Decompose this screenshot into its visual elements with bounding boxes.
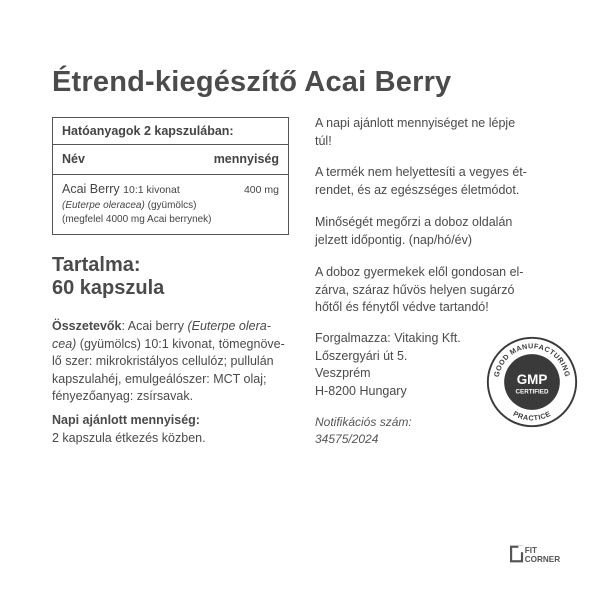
ingredients-text: kapszulahéj, emulgeálószer: MCT olaj;	[52, 371, 267, 386]
ingredient-name	[62, 182, 180, 196]
ingredient-extract: 10:1 kivonat	[123, 184, 180, 196]
warning-dosage	[315, 115, 555, 150]
ingredient-name-text: Acai Berry	[62, 182, 120, 196]
ingredient-part: (gyümölcs)	[147, 200, 197, 211]
table-header: Hatóanyagok 2 kapszulában:	[62, 124, 234, 138]
notification-number	[315, 414, 412, 448]
distributor-line: Forgalmazza: Vitaking Kft.	[315, 331, 461, 345]
ingredient-latin-line	[62, 200, 197, 211]
ingredients-label: Összetevők	[52, 319, 122, 333]
ingredients-paragraph	[52, 318, 297, 406]
warning-line: túl!	[315, 133, 332, 148]
active-ingredients-table	[52, 117, 289, 235]
warning-line: jelzett időpontig. (nap/hó/év)	[315, 232, 473, 247]
ingredient-quantity: 400 mg	[243, 184, 279, 196]
ingredients-text: fényezőanyag: zsírsavak.	[52, 389, 194, 403]
ingredients-latin: (Euterpe olera-	[187, 319, 271, 333]
distributor-line: H-8200 Hungary	[315, 383, 407, 398]
fit-corner-logo-icon	[507, 544, 577, 564]
warning-diet	[315, 164, 555, 199]
logo-text-top: FIT	[524, 546, 537, 556]
warning-line: Minőségét megőrzi a doboz oldalán	[315, 215, 513, 229]
column-quantity-header: mennyiség	[213, 152, 279, 166]
notification-label: Notifikációs szám:	[315, 415, 412, 429]
table-divider	[53, 174, 288, 175]
content-value: 60 kapszula	[52, 277, 165, 299]
dosage-text: 2 kapszula étkezés közben.	[52, 430, 206, 445]
product-title: Étrend-kiegészítő Acai Berry	[52, 66, 452, 98]
dosage-label: Napi ajánlott mennyiség:	[52, 413, 200, 427]
distributor-line: Lőszergyári út 5.	[315, 348, 408, 363]
notification-value: 34575/2024	[315, 432, 379, 446]
distributor-line: Veszprém	[315, 366, 371, 380]
table-divider	[53, 144, 288, 145]
content-label: Tartalma:	[52, 254, 141, 276]
warning-children	[315, 264, 555, 317]
gmp-certified-text: CERTIFIED	[515, 388, 549, 396]
logo-text-bottom: CORNER	[524, 555, 561, 564]
warning-line: A termék nem helyettesíti a vegyes ét-	[315, 165, 527, 179]
dosage-paragraph	[52, 412, 297, 447]
ingredients-text: : Acai berry	[121, 319, 188, 333]
ingredient-equivalent: (megfelel 4000 mg Acai berrynek)	[62, 214, 212, 225]
svg-text:GOOD MANUFACTURING: GOOD MANUFACTURING	[491, 341, 573, 378]
ingredient-latin: (Euterpe oleracea)	[62, 200, 145, 211]
ingredients-latin-cont: cea)	[52, 336, 77, 351]
svg-text:PRACTICE: PRACTICE	[511, 408, 553, 423]
gmp-center-text: GMP	[516, 371, 548, 387]
warning-line: rendet, és az egészséges életmódot.	[315, 182, 520, 197]
warning-storage	[315, 214, 555, 249]
warning-line: zárva, száraz hűvös helyen sugárzó	[315, 282, 515, 297]
column-name-header: Név	[62, 152, 85, 166]
gmp-certified-badge-icon	[484, 334, 580, 430]
warning-line: hőtől és fénytől védve tartandó!	[315, 300, 489, 314]
warning-line: A napi ajánlott mennyiséget ne lépje	[315, 116, 516, 130]
ingredients-text: (gyümölcs) 10:1 kivonat, tömegnöve-	[76, 336, 285, 351]
ingredients-text: lő szer: mikrokristályos cellulóz; pullulán	[52, 354, 274, 368]
warning-line: A doboz gyermekek elől gondosan el-	[315, 265, 524, 279]
